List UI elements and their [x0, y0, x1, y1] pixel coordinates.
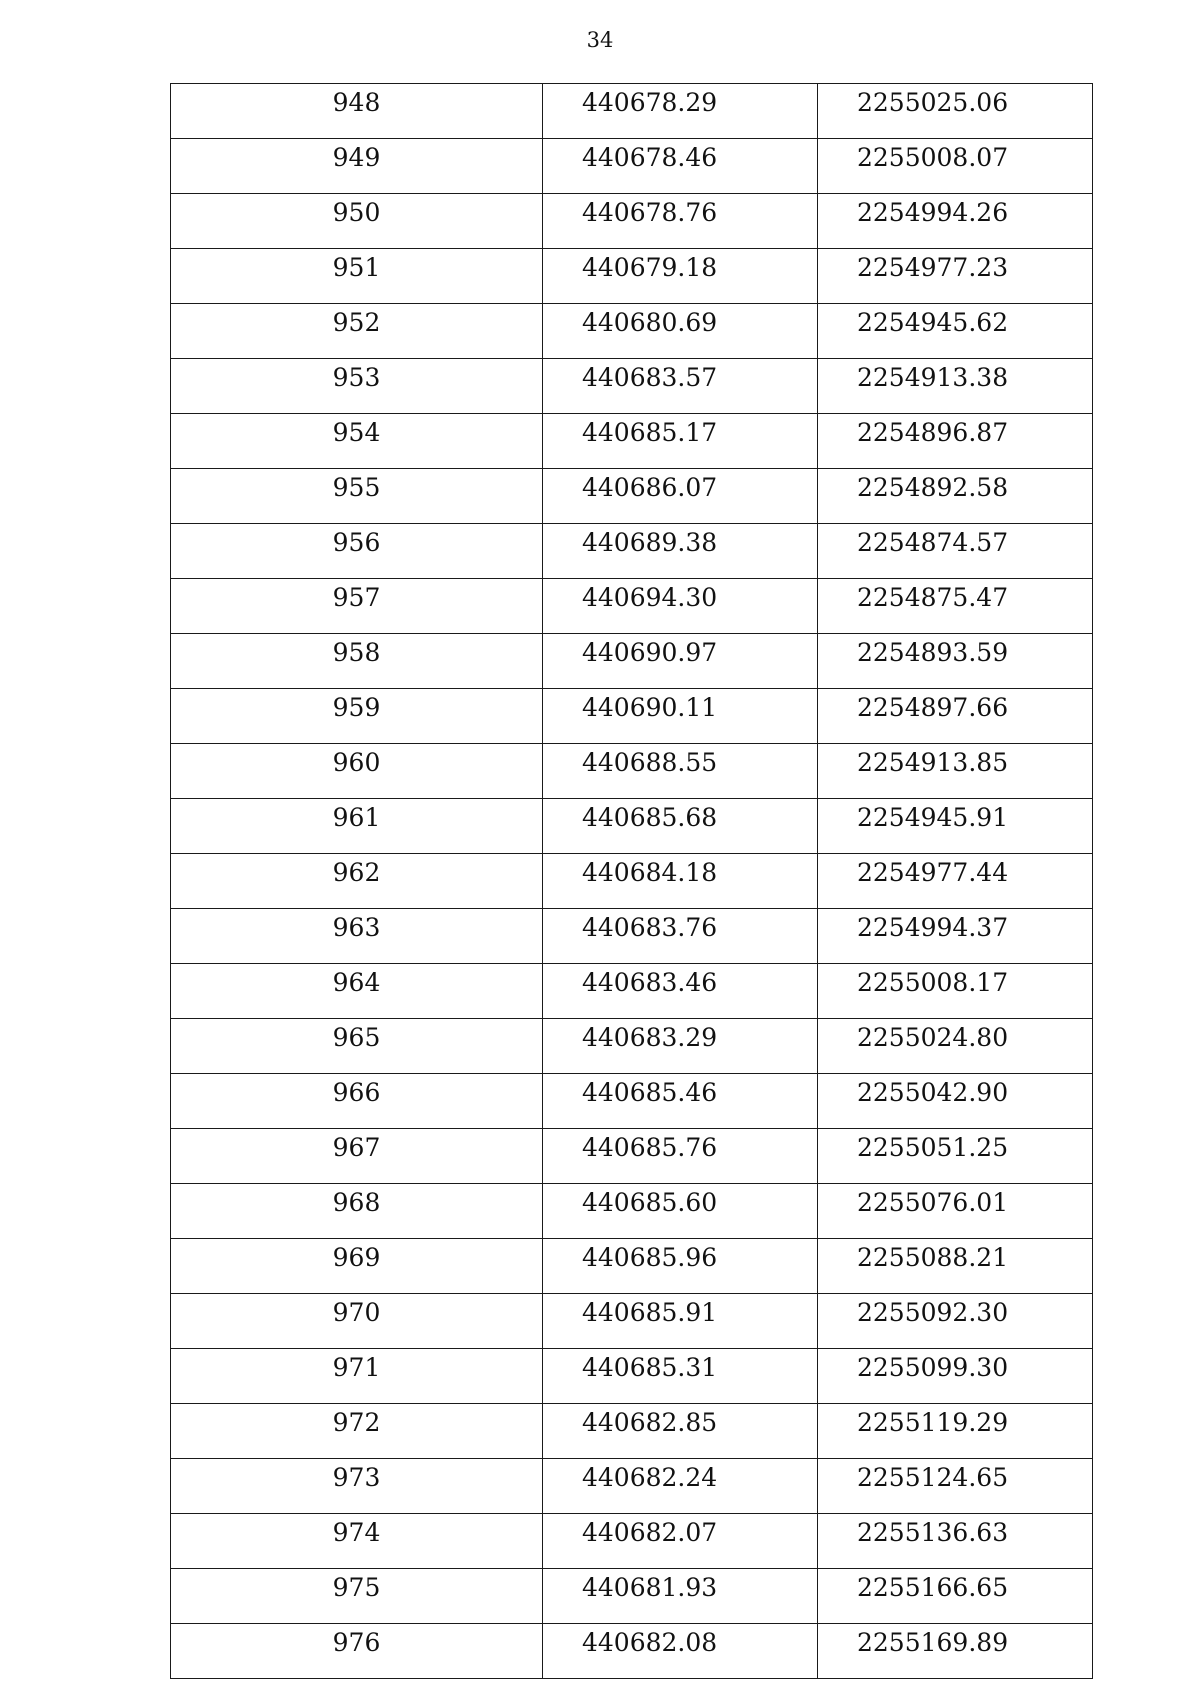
x-coordinate-cell: 440678.76	[543, 194, 818, 249]
y-coordinate-cell: 2254896.87	[818, 414, 1093, 469]
point-number-cell: 969	[171, 1239, 543, 1294]
table-row	[171, 689, 1093, 744]
x-coordinate-cell: 440685.60	[543, 1184, 818, 1239]
y-coordinate-cell: 2254913.38	[818, 359, 1093, 414]
y-coordinate-cell: 2254994.37	[818, 909, 1093, 964]
x-coordinate-cell: 440685.17	[543, 414, 818, 469]
point-number-cell: 955	[171, 469, 543, 524]
point-number-cell: 958	[171, 634, 543, 689]
x-coordinate-cell: 440685.91	[543, 1294, 818, 1349]
point-number-cell: 967	[171, 1129, 543, 1184]
y-coordinate-cell: 2254977.44	[818, 854, 1093, 909]
point-number-cell: 964	[171, 964, 543, 1019]
table-row	[171, 194, 1093, 249]
x-coordinate-cell: 440682.07	[543, 1514, 818, 1569]
x-coordinate-cell: 440678.29	[543, 84, 818, 139]
table-row	[171, 1569, 1093, 1624]
x-coordinate-cell: 440685.68	[543, 799, 818, 854]
point-number-cell: 974	[171, 1514, 543, 1569]
y-coordinate-cell: 2254977.23	[818, 249, 1093, 304]
y-coordinate-cell: 2255088.21	[818, 1239, 1093, 1294]
x-coordinate-cell: 440683.46	[543, 964, 818, 1019]
y-coordinate-cell: 2254874.57	[818, 524, 1093, 579]
x-coordinate-cell: 440688.55	[543, 744, 818, 799]
y-coordinate-cell: 2254994.26	[818, 194, 1093, 249]
x-coordinate-cell: 440682.08	[543, 1624, 818, 1679]
table-row	[171, 1459, 1093, 1514]
y-coordinate-cell: 2254945.62	[818, 304, 1093, 359]
page-number: 34	[586, 28, 614, 52]
y-coordinate-cell: 2255042.90	[818, 1074, 1093, 1129]
coordinates-table	[170, 83, 1093, 1679]
point-number-cell: 953	[171, 359, 543, 414]
table-row	[171, 854, 1093, 909]
x-coordinate-cell: 440685.76	[543, 1129, 818, 1184]
point-number-cell: 976	[171, 1624, 543, 1679]
table-row	[171, 1514, 1093, 1569]
y-coordinate-cell: 2254913.85	[818, 744, 1093, 799]
y-coordinate-cell: 2254893.59	[818, 634, 1093, 689]
x-coordinate-cell: 440683.29	[543, 1019, 818, 1074]
table-row	[171, 634, 1093, 689]
point-number-cell: 960	[171, 744, 543, 799]
table-row	[171, 304, 1093, 359]
y-coordinate-cell: 2255051.25	[818, 1129, 1093, 1184]
table-row	[171, 249, 1093, 304]
table-row	[171, 799, 1093, 854]
table-row	[171, 909, 1093, 964]
table-row	[171, 1129, 1093, 1184]
table-row	[171, 139, 1093, 194]
point-number-cell: 952	[171, 304, 543, 359]
x-coordinate-cell: 440684.18	[543, 854, 818, 909]
y-coordinate-cell: 2254875.47	[818, 579, 1093, 634]
point-number-cell: 959	[171, 689, 543, 744]
table-row	[171, 1074, 1093, 1129]
table-row	[171, 1404, 1093, 1459]
y-coordinate-cell: 2255136.63	[818, 1514, 1093, 1569]
table-row	[171, 1184, 1093, 1239]
table-row	[171, 744, 1093, 799]
point-number-cell: 962	[171, 854, 543, 909]
point-number-cell: 951	[171, 249, 543, 304]
x-coordinate-cell: 440685.31	[543, 1349, 818, 1404]
table-row	[171, 1019, 1093, 1074]
table-row	[171, 1239, 1093, 1294]
x-coordinate-cell: 440682.85	[543, 1404, 818, 1459]
point-number-cell: 970	[171, 1294, 543, 1349]
point-number-cell: 956	[171, 524, 543, 579]
point-number-cell: 954	[171, 414, 543, 469]
x-coordinate-cell: 440679.18	[543, 249, 818, 304]
table-row	[171, 414, 1093, 469]
y-coordinate-cell: 2255092.30	[818, 1294, 1093, 1349]
x-coordinate-cell: 440678.46	[543, 139, 818, 194]
point-number-cell: 963	[171, 909, 543, 964]
point-number-cell: 972	[171, 1404, 543, 1459]
x-coordinate-cell: 440683.57	[543, 359, 818, 414]
table-row	[171, 1294, 1093, 1349]
y-coordinate-cell: 2255124.65	[818, 1459, 1093, 1514]
y-coordinate-cell: 2255099.30	[818, 1349, 1093, 1404]
table-row	[171, 579, 1093, 634]
x-coordinate-cell: 440680.69	[543, 304, 818, 359]
table-row	[171, 524, 1093, 579]
point-number-cell: 968	[171, 1184, 543, 1239]
table-row	[171, 84, 1093, 139]
table-row	[171, 1624, 1093, 1679]
y-coordinate-cell: 2255166.65	[818, 1569, 1093, 1624]
coordinates-table-body	[171, 84, 1093, 1679]
table-row	[171, 359, 1093, 414]
point-number-cell: 948	[171, 84, 543, 139]
table-row	[171, 1349, 1093, 1404]
point-number-cell: 965	[171, 1019, 543, 1074]
x-coordinate-cell: 440682.24	[543, 1459, 818, 1514]
x-coordinate-cell: 440690.11	[543, 689, 818, 744]
table-row	[171, 964, 1093, 1019]
table-row	[171, 469, 1093, 524]
x-coordinate-cell: 440689.38	[543, 524, 818, 579]
y-coordinate-cell: 2254945.91	[818, 799, 1093, 854]
y-coordinate-cell: 2255008.17	[818, 964, 1093, 1019]
point-number-cell: 975	[171, 1569, 543, 1624]
point-number-cell: 973	[171, 1459, 543, 1514]
y-coordinate-cell: 2255169.89	[818, 1624, 1093, 1679]
point-number-cell: 961	[171, 799, 543, 854]
point-number-cell: 966	[171, 1074, 543, 1129]
point-number-cell: 949	[171, 139, 543, 194]
x-coordinate-cell: 440685.46	[543, 1074, 818, 1129]
y-coordinate-cell: 2255024.80	[818, 1019, 1093, 1074]
y-coordinate-cell: 2255025.06	[818, 84, 1093, 139]
x-coordinate-cell: 440683.76	[543, 909, 818, 964]
x-coordinate-cell: 440690.97	[543, 634, 818, 689]
y-coordinate-cell: 2255008.07	[818, 139, 1093, 194]
y-coordinate-cell: 2254892.58	[818, 469, 1093, 524]
y-coordinate-cell: 2255119.29	[818, 1404, 1093, 1459]
x-coordinate-cell: 440694.30	[543, 579, 818, 634]
y-coordinate-cell: 2254897.66	[818, 689, 1093, 744]
point-number-cell: 957	[171, 579, 543, 634]
x-coordinate-cell: 440686.07	[543, 469, 818, 524]
y-coordinate-cell: 2255076.01	[818, 1184, 1093, 1239]
point-number-cell: 971	[171, 1349, 543, 1404]
x-coordinate-cell: 440685.96	[543, 1239, 818, 1294]
x-coordinate-cell: 440681.93	[543, 1569, 818, 1624]
point-number-cell: 950	[171, 194, 543, 249]
